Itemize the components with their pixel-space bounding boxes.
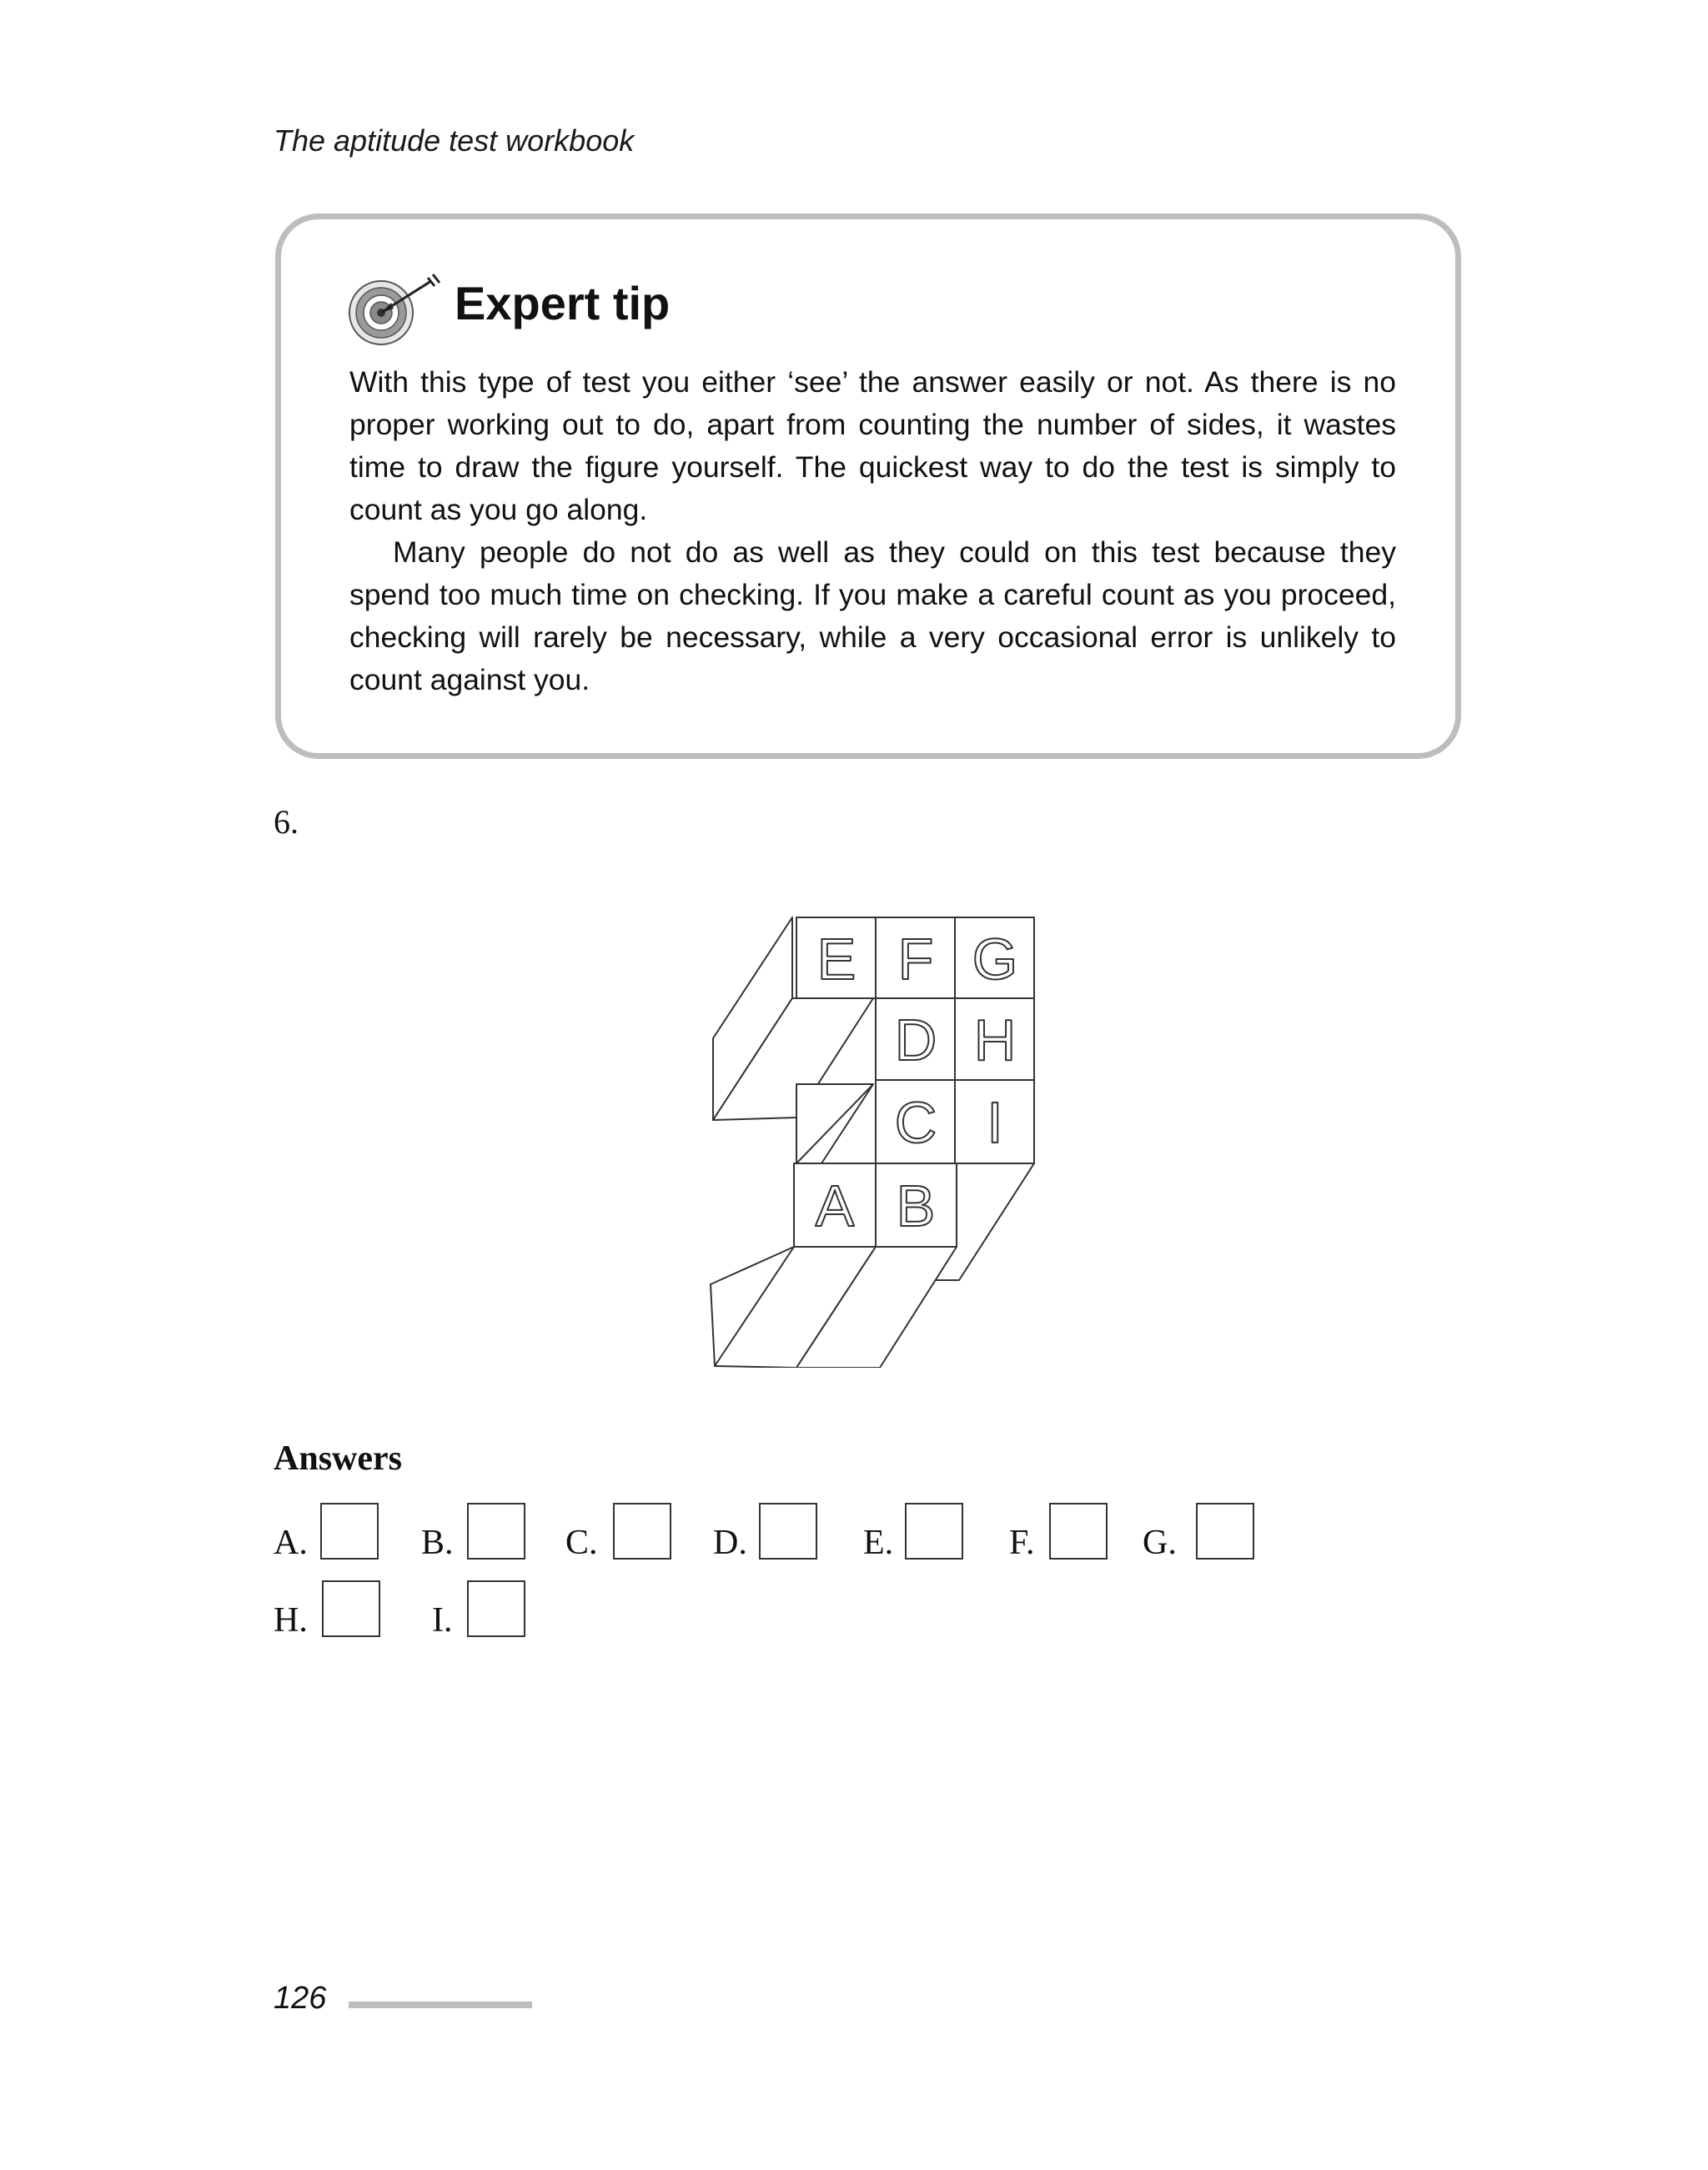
question-number: 6. [274, 803, 299, 841]
answer-label: B. [421, 1524, 454, 1562]
answer-label: F. [1009, 1524, 1035, 1562]
answer-option-b [421, 1501, 538, 1568]
answer-option-d [713, 1501, 830, 1568]
expert-tip-box [275, 213, 1461, 759]
answer-option-c [565, 1501, 682, 1568]
answer-label: E. [863, 1524, 894, 1562]
block-label-g: G [972, 927, 1018, 992]
answer-label: I. [432, 1601, 453, 1640]
answer-checkbox[interactable] [759, 1503, 817, 1560]
answer-label: A. [274, 1524, 308, 1562]
block-stack-figure [692, 901, 1068, 1368]
running-head: The aptitude test workbook [274, 123, 635, 158]
block-label-h: H [973, 1007, 1017, 1072]
block-label-f: F [897, 927, 934, 992]
answer-checkbox[interactable] [320, 1503, 379, 1560]
answer-option-f [1009, 1501, 1126, 1568]
answer-option-a [274, 1501, 390, 1568]
answer-option-i [432, 1579, 549, 1645]
block-label-c: C [894, 1090, 937, 1155]
page-number-rule [349, 2002, 532, 2008]
block-label-d: D [894, 1007, 937, 1072]
answer-checkbox[interactable] [1049, 1503, 1108, 1560]
answer-checkbox[interactable] [1196, 1503, 1254, 1560]
answers-heading: Answers [274, 1439, 402, 1478]
answer-label: D. [713, 1524, 747, 1562]
target-icon [348, 269, 456, 353]
answer-label: G. [1143, 1524, 1177, 1562]
answer-option-e [863, 1501, 980, 1568]
page-number: 126 [274, 1981, 327, 2016]
answer-label: C. [565, 1524, 598, 1562]
block-label-b: B [896, 1173, 936, 1238]
extrusion-middle [796, 1084, 873, 1163]
answer-option-g [1143, 1501, 1259, 1568]
answer-checkbox[interactable] [905, 1503, 963, 1560]
answer-checkbox[interactable] [613, 1503, 671, 1560]
expert-tip-title: Expert tip [455, 277, 671, 329]
answer-checkbox[interactable] [467, 1580, 525, 1637]
answer-checkbox[interactable] [467, 1503, 525, 1560]
answer-checkbox[interactable] [322, 1580, 380, 1637]
tip-paragraph-1: With this type of test you either ‘see’ the answer easily or not. As there is no proper working out to do, apart from counting the number of sides, it wastes time to draw the figure yourself. The quickest way to do the test is simply to count as you go along. [349, 365, 1396, 526]
answer-option-h [274, 1579, 390, 1645]
block-label-i: I [987, 1090, 1003, 1155]
block-label-a: A [815, 1173, 855, 1238]
block-label-e: E [816, 927, 857, 992]
answer-label: H. [274, 1601, 308, 1640]
tip-paragraph-2: Many people do not do as well as they could on this test because they spend too much time on checking. If you make a careful count as you proceed, checking will rarely be necessary, while a very occasional error is unlikely to count against you. [349, 535, 1396, 696]
expert-tip-body [349, 361, 1396, 701]
